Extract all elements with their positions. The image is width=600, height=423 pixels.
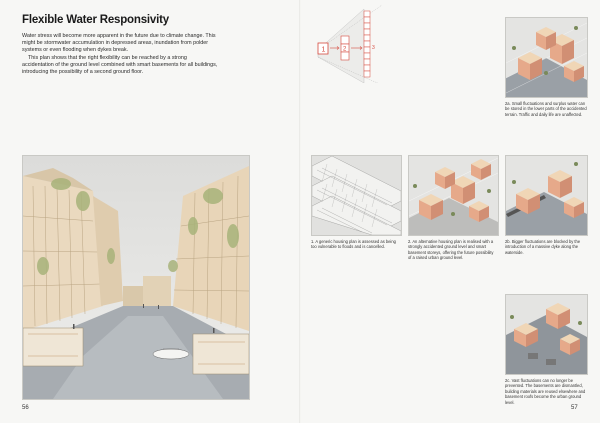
- panel-1: [311, 155, 402, 236]
- diagram-label-1: 1: [321, 46, 326, 54]
- body-text: [22, 33, 218, 76]
- page-fold: [299, 0, 301, 423]
- panel-2a: [505, 17, 588, 98]
- paragraph-2: This plan shows that the right flexibility can be reached by a strong accidentation of the ground level combined with smart basements for all buildings, introducing the possibility of a second ground floor.: [22, 54, 218, 76]
- caption-2b: 2b. Bigger fluctuations are blocked by the introduction of a massive dyke along the waterside.: [505, 239, 581, 255]
- panel-2c: [505, 294, 588, 375]
- diagram-label-2: 2: [343, 46, 347, 53]
- page-number-left: 56: [22, 405, 29, 411]
- panel-2: [408, 155, 499, 236]
- paragraph-1: Water stress will become more apparent in the future due to climate change. This might be stormwater accumulation in depressed areas, inundation from polder systems or even flooding when dykes break.: [22, 33, 216, 54]
- caption-1: 1. A generic housing plan is assessed as being too vulnerable to floods and is cancelled.: [311, 239, 396, 250]
- diagram-label-3: 3: [372, 45, 375, 51]
- page-title: Flexible Water Responsivity: [22, 14, 169, 26]
- scale-diagram: [312, 3, 392, 83]
- page-number-right: 57: [571, 405, 578, 411]
- street-rendering: [22, 155, 250, 400]
- caption-2c: 2c. Vast fluctuations can no longer be prevented. The basements are dismantled, building materials are reused elsewhere and basement roofs become the urban ground level.: [505, 378, 586, 405]
- caption-2: 2. An alternative housing plan is realised with a strongly accidented ground level and smart basement storeys, offering the future possibility of a raised urban ground level.: [408, 239, 494, 261]
- panel-2b: [505, 155, 588, 236]
- caption-2a: 2a. Small fluctuations and surplus water can be stored in the lower parts of the accidented terrain. Traffic and daily life are unaffected.: [505, 101, 587, 117]
